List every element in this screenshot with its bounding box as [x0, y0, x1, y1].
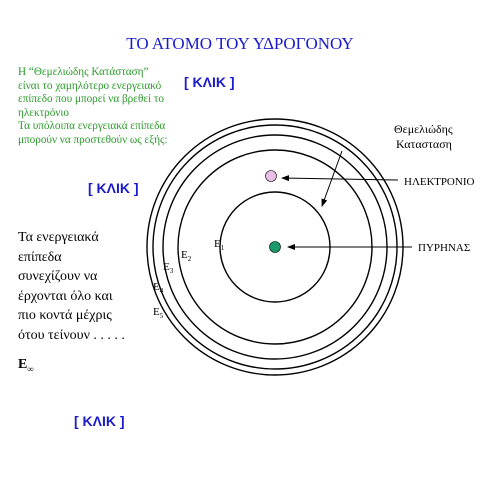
- energy-level-e1: [214, 238, 225, 252]
- klik-button-1[interactable]: [ ΚΛΙΚ ]: [184, 74, 235, 90]
- e1-sub: 1: [220, 244, 225, 252]
- electron-arrow: [282, 178, 398, 180]
- nucleus-label: ΠΥΡΗΝΑΣ: [418, 242, 471, 254]
- energy-level-e2: [181, 249, 192, 263]
- levels-line: ότου τείνουν . . . . .: [18, 327, 125, 343]
- intro-line: είναι το χαμηλότερο ενεργειακό: [18, 79, 162, 92]
- levels-line: επίπεδα: [18, 249, 62, 265]
- e-infinity-sub: ∞: [27, 363, 34, 374]
- intro-line: Η “Θεμελιώδης Κατάσταση”: [18, 66, 149, 78]
- e2-sub: 2: [187, 255, 192, 263]
- e4-sub: 4: [159, 287, 164, 295]
- e4-base: E: [153, 281, 160, 293]
- nucleus-dot: [270, 242, 281, 253]
- electron-dot: [266, 171, 277, 182]
- levels-line: έρχονται όλο και: [18, 288, 113, 304]
- e-infinity-base: E: [18, 357, 28, 372]
- ground-state-label-2: Κατασταση: [396, 137, 452, 151]
- klik-button-2[interactable]: [ ΚΛΙΚ ]: [88, 180, 139, 196]
- electron-label: ΗΛΕΚΤΡΟΝΙΟ: [404, 176, 475, 188]
- e5-sub: 5: [159, 312, 164, 320]
- energy-level-e4: [153, 281, 164, 295]
- intro-line: ηλεκτρόνιο: [18, 106, 69, 119]
- e1-base: E: [214, 238, 221, 250]
- e5-base: E: [153, 306, 160, 318]
- page-title: ΤΟ ΑΤΟΜΟ ΤΟΥ ΥΔΡΟΓΟΝΟΥ: [126, 34, 354, 53]
- klik-button-3[interactable]: [ ΚΛΙΚ ]: [74, 413, 125, 429]
- levels-line: πιο κοντά μέχρις: [18, 308, 112, 323]
- intro-line: Τα υπόλοιπα ενεργειακά επίπεδα: [18, 120, 166, 133]
- levels-line: συνεχίζουν να: [18, 269, 98, 284]
- levels-line: Τα ενεργειακά: [18, 230, 99, 245]
- e3-base: E: [163, 261, 170, 273]
- ground-state-label-1: Θεμελιώδης: [394, 122, 453, 136]
- intro-line: επίπεδο που μπορεί να βρεθεί το: [18, 93, 164, 106]
- e2-base: E: [181, 249, 188, 261]
- e3-sub: 3: [169, 267, 174, 275]
- intro-line: μπορούν να προστεθούν ως εξής:: [18, 133, 168, 146]
- energy-level-e3: [163, 261, 174, 275]
